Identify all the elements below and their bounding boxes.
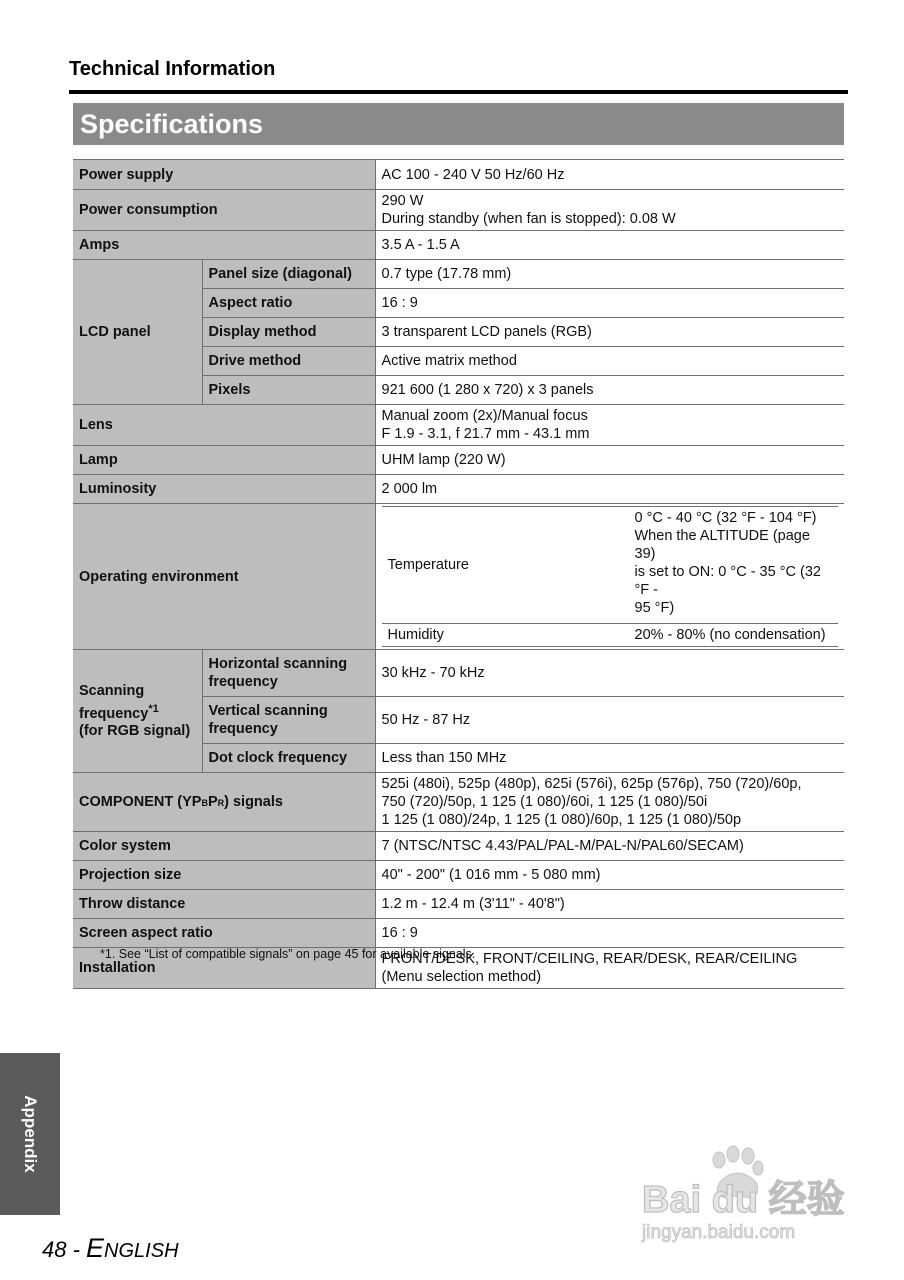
table-row — [73, 773, 844, 832]
spec-label-installation: Installation — [73, 948, 375, 989]
spec-value-line: 525i (480i), 525p (480p), 625i (576i), 625p (576p), 750 (720)/60p, — [381, 776, 802, 792]
spec-value-color-system: 7 (NTSC/NTSC 4.43/PAL/PAL-M/PAL-N/PAL60/SECAM) — [375, 832, 844, 861]
temperature-line: 95 °F) — [634, 600, 675, 616]
sublabel-line: frequency — [208, 674, 278, 690]
label-subscript: B — [201, 797, 208, 808]
sublabel-line: Horizontal scanning — [208, 656, 348, 672]
spec-value-line: 1 125 (1 080)/24p, 1 125 (1 080)/60p, 1 125 (1 080)/50p — [381, 812, 742, 828]
table-row — [73, 475, 844, 504]
table-row — [73, 890, 844, 919]
spec-value-line: F 1.9 - 3.1, f 21.7 mm - 43.1 mm — [381, 426, 590, 442]
spec-sublabel-drive-method: Drive method — [202, 347, 375, 376]
spec-value-display-method: 3 transparent LCD panels (RGB) — [375, 318, 844, 347]
spec-label-color-system: Color system — [73, 832, 375, 861]
spec-value-power-supply: AC 100 - 240 V 50 Hz/60 Hz — [375, 160, 844, 190]
table-row — [73, 231, 844, 260]
scanning-label-text: frequency — [79, 705, 149, 722]
label-part: COMPONENT (YP — [79, 793, 202, 810]
baidu-watermark — [612, 1140, 862, 1250]
spec-value-amps: 3.5 A - 1.5 A — [375, 231, 844, 260]
operating-environment-table — [382, 506, 839, 647]
spec-value-panel-size: 0.7 type (17.78 mm) — [375, 260, 844, 289]
watermark-url: jingyan.baidu.com — [642, 1222, 796, 1243]
scanning-label-line — [79, 700, 196, 723]
label-subscript: R — [217, 797, 225, 808]
scanning-label-line: (for RGB signal) — [79, 723, 191, 740]
humidity-value: 20% - 80% (no condensation) — [629, 624, 839, 647]
table-row — [73, 919, 844, 948]
spec-value-pixels: 921 600 (1 280 x 720) x 3 panels — [375, 376, 844, 405]
page-number — [42, 1233, 179, 1264]
spec-label-throw-distance: Throw distance — [73, 890, 375, 919]
spec-sublabel-vertical-scanning — [202, 697, 375, 744]
label-part: P — [207, 793, 218, 810]
spec-label-scanning-frequency — [73, 650, 202, 773]
spec-sublabel-horizontal-scanning — [202, 650, 375, 697]
language-rest: NGLISH — [104, 1240, 179, 1262]
appendix-side-tab — [0, 1053, 60, 1215]
watermark-brand: Bai du 经验 — [642, 1179, 845, 1221]
spec-value-line: Manual zoom (2x)/Manual focus — [381, 408, 588, 424]
spec-label-lcd-panel: LCD panel — [73, 260, 202, 405]
spec-value-power-consumption — [375, 190, 844, 231]
table-row — [73, 260, 844, 289]
table-row — [73, 504, 844, 650]
temperature-line: 0 °C - 40 °C (32 °F - 104 °F) — [634, 510, 817, 526]
spec-value-lens — [375, 405, 844, 446]
table-row — [73, 650, 844, 697]
spec-sublabel-panel-size: Panel size (diagonal) — [202, 260, 375, 289]
spec-value-operating-environment — [375, 504, 844, 650]
humidity-label: Humidity — [382, 624, 629, 647]
spec-value-throw-distance: 1.2 m - 12.4 m (3'11" - 40'8") — [375, 890, 844, 919]
table-row — [73, 832, 844, 861]
spec-sublabel-pixels: Pixels — [202, 376, 375, 405]
table-row — [73, 446, 844, 475]
table-row — [73, 160, 844, 190]
spec-label-projection-size: Projection size — [73, 861, 375, 890]
header-rule — [69, 90, 848, 94]
table-row — [73, 861, 844, 890]
spec-value-horizontal-scanning: 30 kHz - 70 kHz — [375, 650, 844, 697]
label-part: ) signals — [224, 793, 283, 810]
spec-value-screen-aspect-ratio: 16 : 9 — [375, 919, 844, 948]
temperature-label: Temperature — [382, 507, 629, 624]
appendix-tab-label: Appendix — [21, 1095, 40, 1173]
sublabel-line: Vertical scanning — [208, 703, 328, 719]
spec-value-projection-size: 40" - 200" (1 016 mm - 5 080 mm) — [375, 861, 844, 890]
spec-value-component-signals — [375, 773, 844, 832]
spec-value-luminosity: 2 000 lm — [375, 475, 844, 504]
temperature-line: is set to ON: 0 °C - 35 °C (32 °F - — [634, 564, 821, 598]
spec-label-lens: Lens — [73, 405, 375, 446]
spec-sublabel-display-method: Display method — [202, 318, 375, 347]
footnote: *1. See “List of compatible signals” on page 45 for available signals. — [100, 947, 476, 961]
spec-sublabel-aspect-ratio: Aspect ratio — [202, 289, 375, 318]
spec-label-operating-environment: Operating environment — [73, 504, 375, 650]
spec-label-power-supply: Power supply — [73, 160, 375, 190]
spec-label-screen-aspect-ratio: Screen aspect ratio — [73, 919, 375, 948]
page-title: Specifications — [73, 103, 844, 145]
spec-value-drive-method: Active matrix method — [375, 347, 844, 376]
temperature-value — [629, 507, 839, 624]
language-initial: E — [86, 1233, 105, 1263]
section-header: Technical Information — [69, 58, 276, 80]
spec-value-line: 290 W — [381, 193, 424, 209]
spec-value-line: During standby (when fan is stopped): 0.08 W — [381, 211, 676, 227]
table-row — [73, 405, 844, 446]
spec-value-vertical-scanning: 50 Hz - 87 Hz — [375, 697, 844, 744]
spec-value-line: 750 (720)/50p, 1 125 (1 080)/60i, 1 125 (1 080)/50i — [381, 794, 708, 810]
sublabel-line: frequency — [208, 721, 278, 737]
scanning-label-line: Scanning — [79, 682, 145, 699]
spec-label-lamp: Lamp — [73, 446, 375, 475]
spec-label-component-signals — [73, 773, 375, 832]
spec-value-line: (Menu selection method) — [381, 969, 542, 985]
spec-value-dot-clock: Less than 150 MHz — [375, 744, 844, 773]
spec-sublabel-dot-clock: Dot clock frequency — [202, 744, 375, 773]
spec-value-aspect-ratio: 16 : 9 — [375, 289, 844, 318]
specifications-table — [73, 159, 844, 989]
spec-label-luminosity: Luminosity — [73, 475, 375, 504]
spec-label-power-consumption: Power consumption — [73, 190, 375, 231]
table-row — [73, 190, 844, 231]
spec-value-line: FRONT/DESK, FRONT/CEILING, REAR/DESK, REAR/CEILING — [381, 951, 798, 967]
temperature-line: When the ALTITUDE (page 39) — [634, 528, 810, 562]
footnote-marker: *1 — [148, 702, 159, 715]
page-number-text: 48 - — [42, 1237, 87, 1262]
spec-value-lamp: UHM lamp (220 W) — [375, 446, 844, 475]
spec-label-amps: Amps — [73, 231, 375, 260]
